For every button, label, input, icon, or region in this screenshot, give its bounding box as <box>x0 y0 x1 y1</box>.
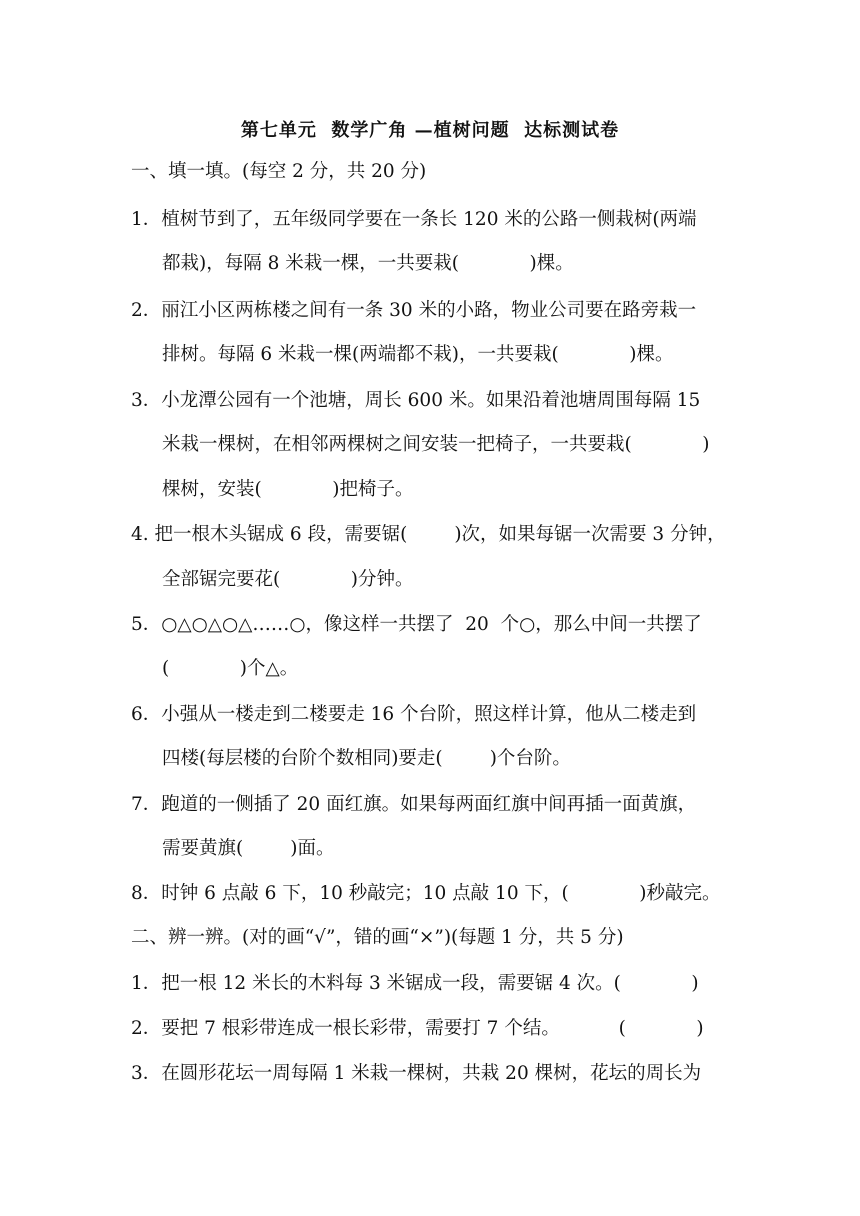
question-1-6-line2: 四楼(每层楼的台阶个数相同)要走( )个台阶。 <box>162 748 571 769</box>
section1-heading: 一、填一填。(每空 2 分，共 20 分) <box>131 161 427 182</box>
question-1-7-line2: 需要黄旗( )面。 <box>162 838 335 859</box>
question-1-6-line1: 6．小强从一楼走到二楼要走 16 个台阶，照这样计算，他从二楼走到 <box>131 704 697 725</box>
question-1-3-line1: 3．小龙潭公园有一个池塘，周长 600 米。如果沿着池塘周围每隔 15 <box>131 390 701 411</box>
question-1-4-line2: 全部锯完要花( )分钟。 <box>162 569 414 590</box>
question-1-2-line1: 2．丽江小区两栋楼之间有一条 30 米的小路，物业公司要在路旁栽一 <box>131 300 697 321</box>
question-1-3-line2: 米栽一棵树，在相邻两棵树之间安装一把椅子，一共要栽( ) <box>162 434 710 455</box>
question-1-8-line1: 8．时钟 6 点敲 6 下，10 秒敲完；10 点敲 10 下，( )秒敲完。 <box>131 883 721 904</box>
page-title: 第七单元 数学广角 —植树问题 达标测试卷 <box>240 120 620 141</box>
question-1-1-line1: 1．植树节到了，五年级同学要在一条长 120 米的公路一侧栽树(两端 <box>131 209 697 230</box>
question-1-5-line1: 5．○△○△○△……○，像这样一共摆了 20 个○，那么中间一共摆了 <box>131 614 702 635</box>
question-1-2-line2: 排树。每隔 6 米栽一棵(两端都不栽)，一共要栽( )棵。 <box>162 344 674 365</box>
question-2-3: 3．在圆形花坛一周每隔 1 米栽一棵树，共栽 20 棵树，花坛的周长为 <box>131 1063 702 1084</box>
question-1-1-line2: 都栽)，每隔 8 米栽一棵，一共要栽( )棵。 <box>162 253 574 274</box>
question-1-4-line1: 4. 把一根木头锯成 6 段，需要锯( )次，如果每锯一次需要 3 分钟， <box>131 524 726 545</box>
section2-heading: 二、辨一辨。(对的画“√”，错的画“×”)(每题 1 分，共 5 分) <box>131 927 624 948</box>
question-1-7-line1: 7．跑道的一侧插了 20 面红旗。如果每两面红旗中间再插一面黄旗， <box>131 794 697 815</box>
question-2-1: 1．把一根 12 米长的木料每 3 米锯成一段，需要锯 4 次。( ) <box>131 973 699 994</box>
question-1-5-line2: ( )个△。 <box>162 658 299 679</box>
question-2-2: 2．要把 7 根彩带连成一根长彩带，需要打 7 个结。 ( ) <box>131 1018 704 1039</box>
question-1-3-line3: 棵树，安装( )把椅子。 <box>162 479 414 500</box>
